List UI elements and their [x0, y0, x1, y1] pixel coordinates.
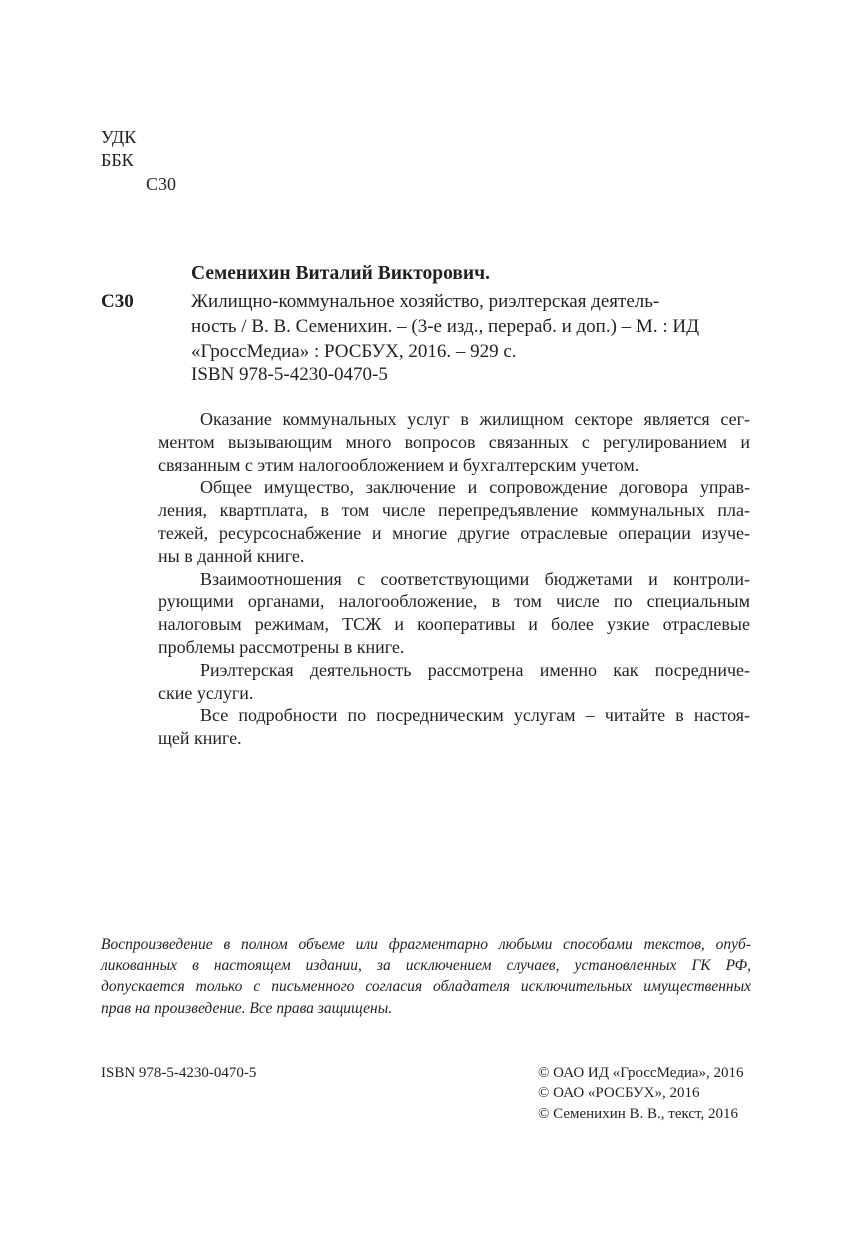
notice-line: прав на произведение. Все права защищены. — [101, 999, 393, 1017]
annotation-line: проблемы рассмотрены в книге. — [158, 636, 405, 657]
annotation-line: ны в данной книге. — [158, 545, 305, 566]
isbn-line: ISBN 978-5-4230-0470-5 — [191, 364, 388, 385]
biblio-line: ность / В. В. Семенихин. – (3-е изд., перераб. и доп.) – М. : ИД — [191, 316, 700, 337]
author-heading: Семенихин Виталий Викторович. — [191, 263, 491, 284]
annotation-line: тежей, ресурсоснабжение и многие другие отраслевые операции изуче- — [158, 522, 750, 543]
notice-line: ликованных в настоящем издании, за исключением случаев, установленных ГК РФ, — [101, 957, 751, 975]
annotation-line: щей книге. — [158, 728, 242, 749]
notice-line: допускается только с письменного согласия обладателя исключительных имущественных — [101, 978, 751, 996]
copyright-line: © ОАО «РОСБУХ», 2016 — [538, 1085, 700, 1102]
annotation-line: ментом вызывающим много вопросов связанных с регулированием и — [158, 431, 750, 452]
annotation-line: ские услуги. — [158, 682, 254, 703]
bbk-label: ББК — [101, 150, 134, 170]
author-mark-side: С30 — [101, 291, 134, 312]
copyright-line: © Семенихин В. В., текст, 2016 — [538, 1105, 738, 1122]
annotation-line: Взаимоотношения с соответствующими бюджетами и контроли- — [200, 568, 750, 589]
annotation-line: Риэлтерская деятельность рассмотрена именно как посредниче- — [200, 659, 750, 680]
annotation-line: ления, квартплата, в том числе перепредъявление коммунальных пла- — [158, 500, 750, 521]
annotation-line: Общее имущество, заключение и сопровождение договора управ- — [200, 477, 750, 498]
copyright-notice — [101, 934, 751, 1019]
annotation-line: налоговым режимам, ТСЖ и кооперативы и более узкие отраслевые — [158, 614, 750, 635]
biblio-line: Жилищно-коммунальное хозяйство, риэлтерская деятель- — [191, 291, 660, 312]
annotation-line: связанным с этим налогообложением и бухгалтерским учетом. — [158, 454, 640, 475]
biblio-line: «ГроссМедиа» : РОСБУХ, 2016. – 929 с. — [191, 341, 517, 362]
notice-line: Воспроизведение в полном объеме или фрагментарно любыми способами текстов, опуб- — [101, 936, 751, 953]
annotation-line: рующими органами, налогообложение, в том числе по специальным — [158, 591, 750, 612]
copyright-line: © ОАО ИД «ГроссМедиа», 2016 — [538, 1065, 744, 1081]
copyright-list — [538, 1063, 744, 1124]
annotation-line: Оказание коммунальных услуг в жилищном секторе является сег- — [200, 409, 750, 429]
isbn-footer: ISBN 978-5-4230-0470-5 — [101, 1065, 257, 1081]
annotation-line: Все подробности по посредническим услугам – читайте в настоя- — [200, 705, 750, 726]
udk-label: УДК — [101, 127, 137, 147]
annotation — [158, 408, 750, 750]
author-mark-top: С30 — [146, 174, 177, 194]
